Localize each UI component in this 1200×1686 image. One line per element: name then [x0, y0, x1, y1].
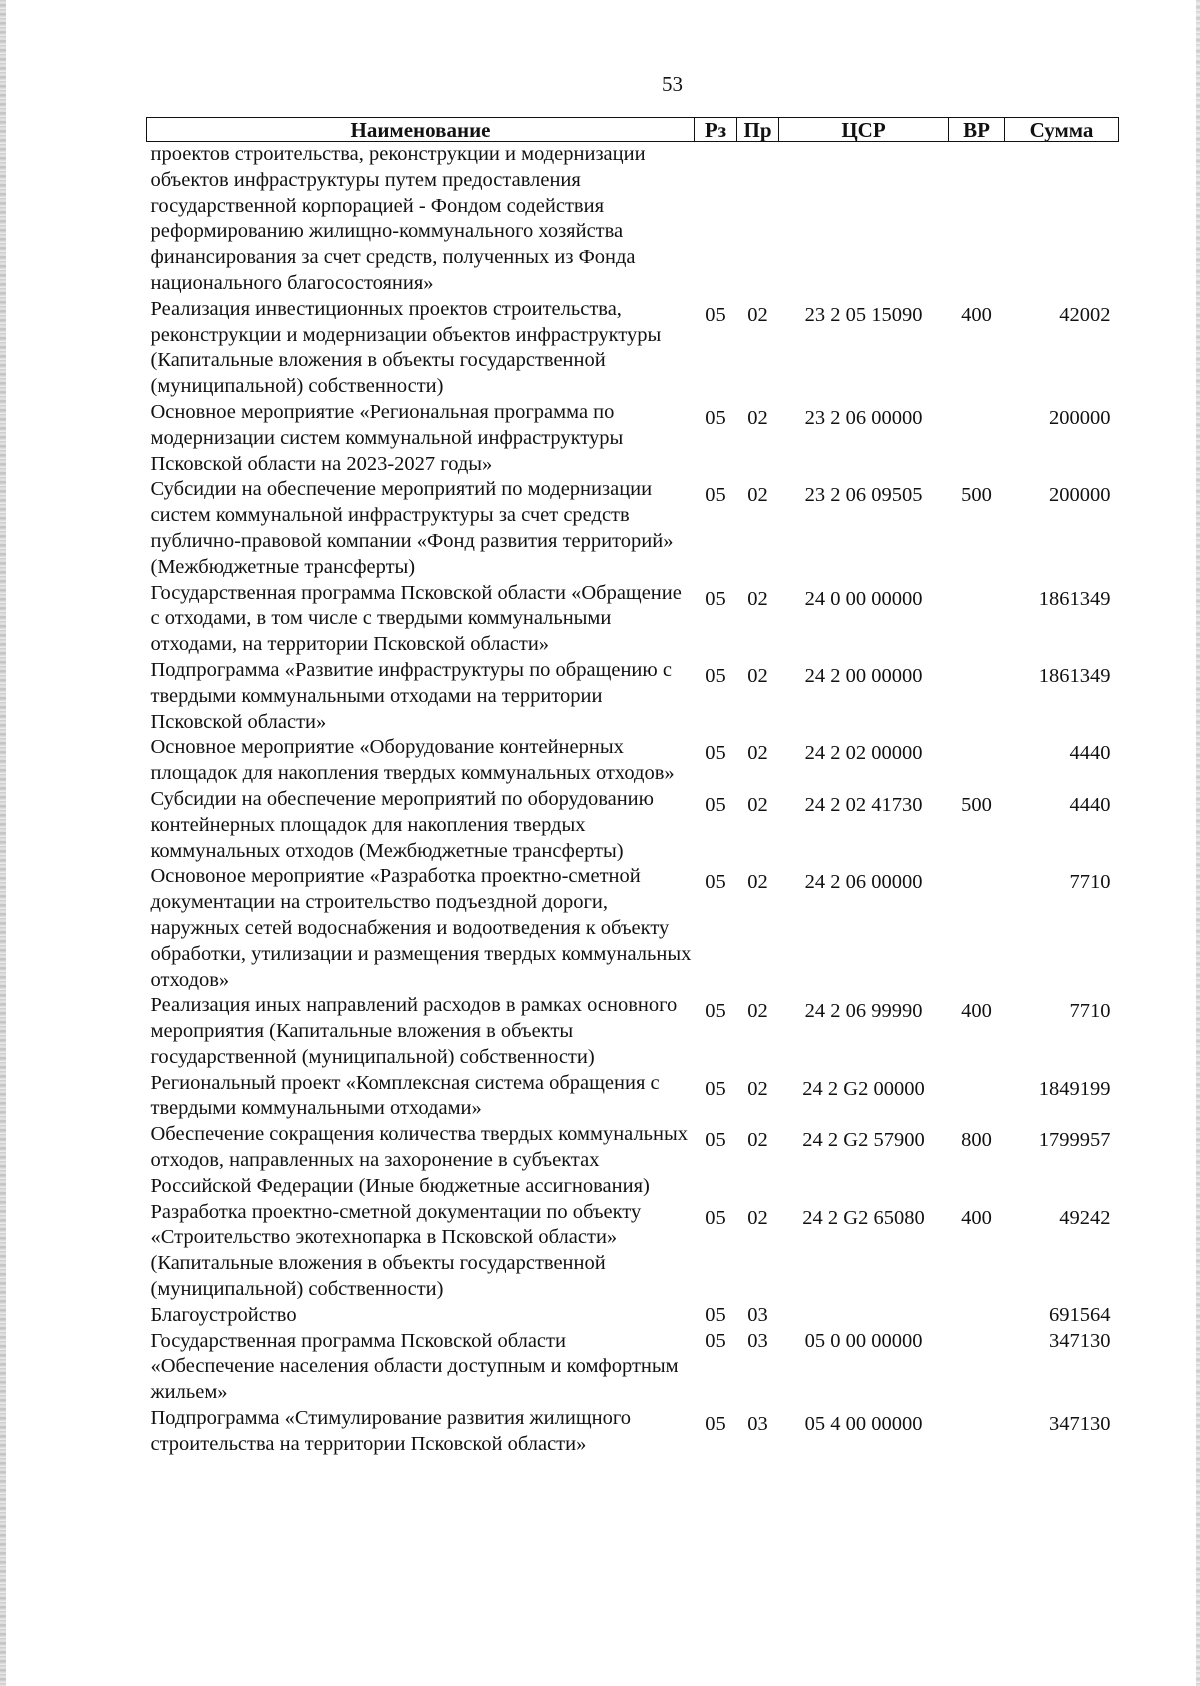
- table-row: [147, 864, 1119, 993]
- table-row: [147, 1071, 1119, 1123]
- row-name: Реализация инвестиционных проектов строительства, реконструкции и модернизации объектов инфраструктуры (Капитальные вложения в объекты государственной (муниципальной) собственности): [150, 297, 662, 398]
- row-pr: 02: [747, 1206, 768, 1229]
- row-name: Субсидии на обеспечение мероприятий по оборудованию контейнерных площадок для накопления твердых коммунальных отходов (Межбюджетные трансферты): [150, 787, 654, 862]
- row-pr: 02: [747, 1077, 768, 1100]
- row-csr: 23 2 05 15090: [804, 303, 923, 326]
- header-row: [147, 118, 1119, 142]
- row-sum: [1005, 142, 1119, 297]
- row-vr: [949, 1071, 1005, 1123]
- row-vr: [949, 658, 1005, 735]
- row-rz: 05: [705, 1129, 726, 1152]
- row-vr: [949, 142, 1005, 297]
- header-name: Наименование: [147, 118, 695, 142]
- row-rz: 05: [705, 587, 726, 610]
- row-sum: 7710: [1069, 1000, 1111, 1023]
- row-rz: 05: [705, 1206, 726, 1229]
- row-rz: 05: [705, 1413, 726, 1436]
- header-rz: Рз: [695, 118, 737, 142]
- table-header: [147, 118, 1119, 142]
- table-row: [147, 787, 1119, 864]
- row-name: Основное мероприятие «Оборудование контейнерных площадок для накопления твердых коммунальных отходов»: [150, 736, 675, 785]
- row-rz: 05: [705, 1329, 726, 1352]
- row-csr: 24 2 06 00000: [804, 871, 923, 894]
- row-name: Благоустройство: [150, 1303, 297, 1326]
- header-vr: ВР: [949, 118, 1005, 142]
- scan-edge-right: [1196, 0, 1200, 1686]
- row-sum: 1861349: [1038, 664, 1111, 687]
- row-rz: 05: [705, 406, 726, 429]
- table-row: [147, 297, 1119, 400]
- row-sum: 4440: [1069, 793, 1111, 816]
- header-csr: ЦСР: [779, 118, 949, 142]
- budget-table: [146, 117, 1119, 1458]
- table-body: [147, 142, 1119, 1458]
- row-csr: [779, 1303, 949, 1329]
- row-csr: 24 2 02 00000: [804, 742, 923, 765]
- table-row: [147, 142, 1119, 297]
- page-number: 53: [662, 72, 683, 96]
- row-rz: 05: [705, 871, 726, 894]
- row-sum: 7710: [1069, 871, 1111, 894]
- row-rz: 05: [705, 484, 726, 507]
- row-pr: 02: [747, 742, 768, 765]
- row-sum: 347130: [1049, 1413, 1111, 1436]
- row-vr: [949, 581, 1005, 658]
- row-rz: 05: [705, 1000, 726, 1023]
- row-vr: 800: [961, 1129, 992, 1152]
- table-row: [147, 1200, 1119, 1303]
- row-rz: 05: [705, 303, 726, 326]
- row-vr: [949, 1329, 1005, 1406]
- row-pr: 03: [747, 1303, 768, 1326]
- row-pr: 02: [747, 406, 768, 429]
- row-name: Реализация иных направлений расходов в рамках основного мероприятия (Капитальные вложения в объекты государственной (муниципальной) собственности): [150, 994, 678, 1068]
- row-vr: [949, 1406, 1005, 1458]
- row-pr: 03: [747, 1413, 768, 1436]
- table-row: [147, 1406, 1119, 1458]
- row-csr: 24 2 02 41730: [804, 793, 923, 816]
- row-name: Государственная программа Псковской области «Обращение с отходами, в том числе с твердыми коммунальными отходами, на территории Псковской области»: [150, 581, 682, 656]
- row-name: Обеспечение сокращения количества твердых коммунальных отходов, направленных на захоронение в субъектах Российской Федерации (Иные бюджетные ассигнования): [150, 1123, 689, 1197]
- row-pr: 02: [747, 1000, 768, 1023]
- row-name: Государственная программа Псковской области «Обеспечение населения области доступным и комфортным жильем»: [150, 1329, 679, 1404]
- row-name: Разработка проектно-сметной документации по объекту «Строительство экотехнопарка в Псковской области» (Капитальные вложения в объекты государственной (муниципальной) собственности): [150, 1200, 642, 1301]
- row-sum: 1861349: [1038, 587, 1111, 610]
- table-row: [147, 658, 1119, 735]
- row-sum: 49242: [1059, 1206, 1111, 1229]
- row-pr: 02: [747, 587, 768, 610]
- row-name: проектов строительства, реконструкции и модернизации объектов инфраструктуры путем предоставления государственной корпорацией - Фондом содействия реформированию жилищно-коммунального хозяйства финансирования за счет средств, полученных из Фонда национального благосостояния»: [150, 143, 646, 294]
- row-sum: 691564: [1049, 1303, 1111, 1326]
- header-sum: Сумма: [1005, 118, 1119, 142]
- row-csr: [779, 142, 949, 297]
- row-csr: 24 2 G2 65080: [802, 1206, 925, 1229]
- table-row: [147, 735, 1119, 787]
- row-name: Субсидии на обеспечение мероприятий по модернизации систем коммунальной инфраструктуры за счет средств публично-правовой компании «Фонд развития территорий» (Межбюджетные трансферты): [150, 478, 674, 578]
- row-pr: 02: [747, 871, 768, 894]
- row-rz: [695, 142, 737, 297]
- table-row: [147, 993, 1119, 1070]
- row-sum: 200000: [1049, 406, 1111, 429]
- row-vr: [949, 400, 1005, 477]
- table-row: [147, 400, 1119, 477]
- row-sum: 42002: [1059, 303, 1111, 326]
- row-csr: 05 0 00 00000: [804, 1329, 923, 1352]
- table-row: [147, 1303, 1119, 1329]
- row-csr: 24 2 06 99990: [804, 1000, 923, 1023]
- row-rz: 05: [705, 1077, 726, 1100]
- header-pr: Пр: [737, 118, 779, 142]
- scan-edge-left: [0, 0, 6, 1686]
- row-name: Подпрограмма «Развитие инфраструктуры по обращению с твердыми коммунальными отходами на территории Псковской области»: [150, 658, 672, 733]
- row-name: Основоное мероприятие «Разработка проектно-сметной документации на строительство подъездной дороги, наружных сетей водоснабжения и водоотведения к объекту обработки, утилизации и размещения твердых коммунальных отходов»: [150, 865, 692, 991]
- row-rz: 05: [705, 664, 726, 687]
- table-row: [147, 1329, 1119, 1406]
- row-csr: 23 2 06 09505: [804, 484, 923, 507]
- row-csr: 05 4 00 00000: [804, 1413, 923, 1436]
- row-name: Региональный проект «Комплексная система обращения с твердыми коммунальными отходами»: [150, 1071, 660, 1120]
- table-row: [147, 581, 1119, 658]
- row-csr: 24 0 00 00000: [804, 587, 923, 610]
- row-sum: 1849199: [1038, 1077, 1111, 1100]
- row-csr: 24 2 G2 57900: [802, 1129, 925, 1152]
- row-pr: 02: [747, 793, 768, 816]
- row-name: Основное мероприятие «Региональная программа по модернизации систем коммунальной инфраструктуры Псковской области на 2023-2027 годы»: [150, 400, 624, 475]
- row-rz: 05: [705, 793, 726, 816]
- row-pr: 03: [747, 1329, 768, 1352]
- row-csr: 24 2 G2 00000: [802, 1077, 925, 1100]
- row-name: Подпрограмма «Стимулирование развития жилищного строительства на территории Псковской области»: [150, 1407, 631, 1455]
- row-vr: 500: [961, 484, 992, 507]
- row-pr: [737, 142, 779, 297]
- row-pr: 02: [747, 303, 768, 326]
- row-vr: [949, 864, 1005, 993]
- row-sum: 4440: [1069, 742, 1111, 765]
- row-vr: 400: [961, 1206, 992, 1229]
- row-vr: 500: [961, 793, 992, 816]
- row-vr: 400: [961, 303, 992, 326]
- table-row: [147, 477, 1119, 580]
- row-vr: 400: [961, 1000, 992, 1023]
- row-csr: 24 2 00 00000: [804, 664, 923, 687]
- row-pr: 02: [747, 1129, 768, 1152]
- row-sum: 347130: [1049, 1329, 1111, 1352]
- row-vr: [949, 735, 1005, 787]
- row-sum: 1799957: [1038, 1129, 1111, 1152]
- table-row: [147, 1122, 1119, 1199]
- row-csr: 23 2 06 00000: [804, 406, 923, 429]
- row-pr: 02: [747, 664, 768, 687]
- row-vr: [949, 1303, 1005, 1329]
- row-rz: 05: [705, 1303, 726, 1326]
- row-pr: 02: [747, 484, 768, 507]
- row-sum: 200000: [1049, 484, 1111, 507]
- row-rz: 05: [705, 742, 726, 765]
